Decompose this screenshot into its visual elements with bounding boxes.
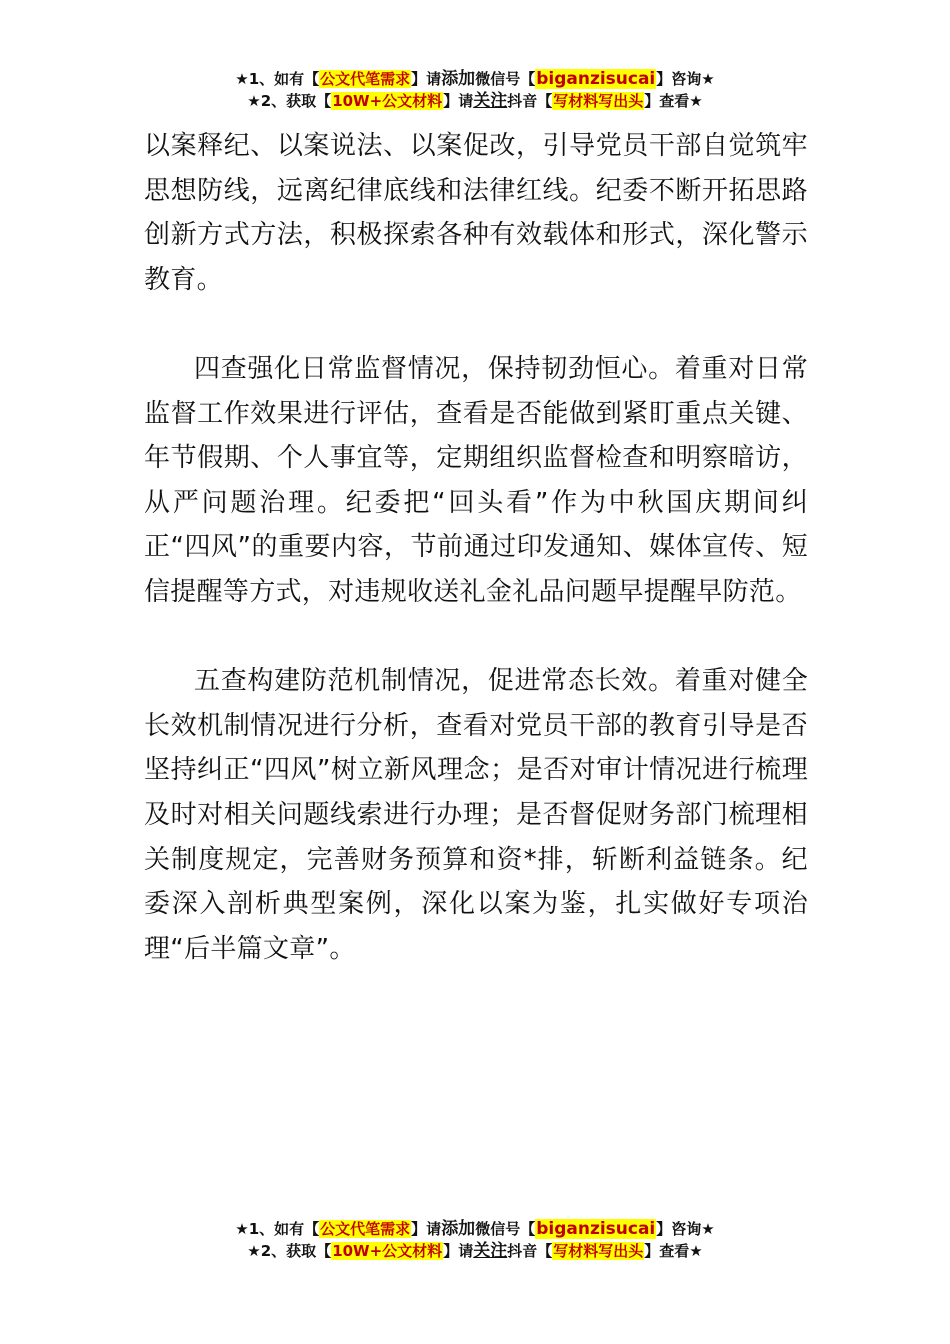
- douyin-account: 写材料写出头: [553, 92, 644, 110]
- highlight-materials: 10W+公文材料: [332, 1242, 443, 1260]
- wechat-id: biganzisucai: [536, 1219, 656, 1239]
- header-banner: [0, 68, 950, 112]
- paragraph-section-5: 五查构建防范机制情况，促进常态长效。着重对健全长效机制情况进行分析，查看对党员干部的教育引导是否坚持纠正“四风”树立新风理念；是否对审计情况进行梳理及时对相关问题线索进行办理；是否督促财务部门梳理相关制度规定，完善财务预算和资*排，斩断利益链条。纪委深入剖析典型案例，深化以案为鉴，扎实做好专项治理“后半篇文章”。: [144, 666, 808, 964]
- banner-line-2: ★2、获取【10W+公文材料】请关注抖音【写材料写出头】查看★: [247, 1241, 703, 1261]
- paragraph-section-4: 四查强化日常监督情况，保持韧劲恒心。着重对日常监督工作效果进行评估，查看是否能做到紧盯重点关键、年节假期、个人事宜等，定期组织监督检查和明察暗访，从严问题治理。纪委把“回头看”作为中秋国庆期间纠正“四风”的重要内容，节前通过印发通知、媒体宣传、短信提醒等方式，对违规收送礼金礼品问题早提醒早防范。: [144, 353, 808, 607]
- banner-line-1: ★1、如有【公文代笔需求】请添加微信号【biganzisucai】咨询★: [235, 1219, 715, 1239]
- paragraph-continuation: 以案释纪、以案说法、以案促改，引导党员干部自觉筑牢思想防线，远离纪律底线和法律红线。纪委不断开拓思路创新方式方法，积极探索各种有效载体和形式，深化警示教育。: [144, 131, 808, 295]
- highlight-materials: 10W+公文材料: [332, 92, 443, 110]
- footer-banner: [0, 1218, 950, 1262]
- wechat-id: biganzisucai: [536, 69, 656, 89]
- highlight-service: 公文代笔需求: [320, 1220, 411, 1238]
- banner-line-1: ★1、如有【公文代笔需求】请添加微信号【biganzisucai】咨询★: [235, 69, 715, 89]
- document-body: [144, 124, 808, 971]
- highlight-service: 公文代笔需求: [320, 70, 411, 88]
- banner-line-2: ★2、获取【10W+公文材料】请关注抖音【写材料写出头】查看★: [247, 91, 703, 111]
- douyin-account: 写材料写出头: [553, 1242, 644, 1260]
